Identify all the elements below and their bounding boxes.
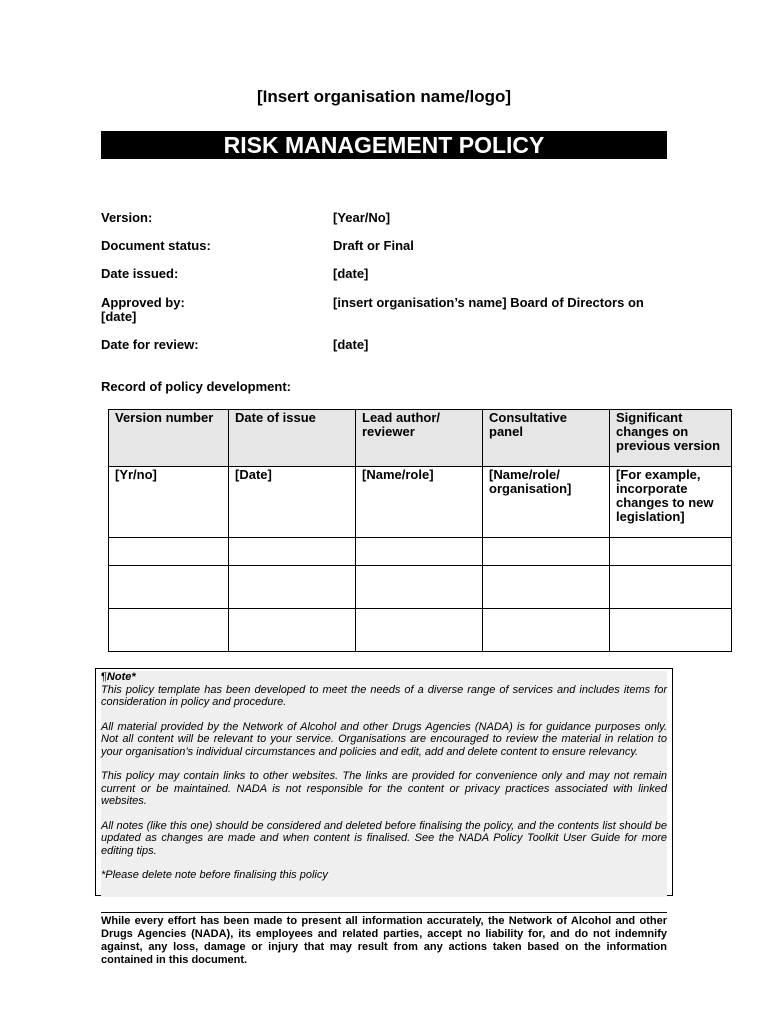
field-label: Document status:: [101, 238, 211, 253]
column-header: Version number: [109, 410, 229, 467]
record-heading: Record of policy development:: [101, 379, 291, 394]
note-paragraph: All notes (like this one) should be considered and deleted before finalising the policy, and the contents list should be updated as changes are made and when content is finalised. See the NADA Policy Toolkit User Guide for more editing tips.: [101, 819, 667, 857]
note-heading: [101, 671, 667, 684]
table-cell: [229, 609, 356, 652]
table-cell: [109, 538, 229, 566]
field-label: Date for review:: [101, 337, 199, 352]
column-header: Date of issue: [229, 410, 356, 467]
disclaimer: While every effort has been made to present all information accurately, the Network of Alcohol and other Drugs Agencies (NADA), its employees and related parties, accept no liability for, and do not indemnify against, any loss, damage or injury that may result from any actions taken based on the information contained in this document.: [101, 915, 667, 966]
column-header: Lead author/ reviewer: [356, 410, 483, 467]
table-cell: [483, 609, 610, 652]
field-value-continued: [date]: [101, 309, 137, 324]
table-cell: [229, 566, 356, 609]
field-label: Date issued:: [101, 266, 179, 281]
table-cell: [Date]: [229, 467, 356, 538]
note-paragraph: All material provided by the Network of Alcohol and other Drugs Agencies (NADA) is for guidance purposes only. Not all content will be relevant to your service. Organisations are encouraged to review the material in relation to your organisation’s individual circumstances and policies and edit, add and delete content to ensure relevancy.: [101, 720, 667, 758]
field-label: Version:: [101, 210, 153, 225]
editor-note-box: [95, 668, 673, 896]
table-cell: [610, 566, 732, 609]
policy-development-table: [108, 409, 732, 652]
field-value: [date]: [333, 266, 369, 281]
column-header: Consultative panel: [483, 410, 610, 467]
document-title: RISK MANAGEMENT POLICY: [101, 131, 667, 159]
table-cell: [610, 609, 732, 652]
note-paragraph: This policy template has been developed to meet the needs of a diverse range of services and includes items for consideration in policy and procedure.: [101, 683, 667, 708]
table-cell: [483, 538, 610, 566]
column-header: Significant changes on previous version: [610, 410, 732, 467]
table-cell: [For example, incorporate changes to new legislation]: [610, 467, 732, 538]
table-cell: [Name/role/ organisation]: [483, 467, 610, 538]
field-value: [Year/No]: [333, 210, 391, 225]
organisation-placeholder: [Insert organisation name/logo]: [256, 87, 512, 106]
table-cell: [356, 566, 483, 609]
paragraph-mark-icon: ¶: [101, 671, 107, 683]
table-cell: [Name/role]: [356, 467, 483, 538]
table-cell: [229, 538, 356, 566]
table-cell: [483, 566, 610, 609]
table-cell: [356, 609, 483, 652]
note-paragraph: This policy may contain links to other websites. The links are provided for convenience only and may not remain current or be maintained. NADA is not responsible for the content or privacy practices associated with linked websites.: [101, 770, 667, 807]
table-cell: [Yr/no]: [109, 467, 229, 538]
disclaimer-divider: [101, 912, 667, 913]
table-row: [109, 609, 732, 652]
note-paragraph: *Please delete note before finalising this policy: [101, 869, 328, 881]
table-cell: [356, 538, 483, 566]
table-cell: [109, 566, 229, 609]
field-label: Approved by:: [101, 295, 185, 310]
table-cell: [610, 538, 732, 566]
table-row: [109, 467, 732, 538]
table-row: [109, 538, 732, 566]
table-cell: [109, 609, 229, 652]
field-value: Draft or Final: [333, 238, 414, 253]
editor-note-content: [101, 671, 667, 897]
field-value: [insert organisation’s name] Board of Directors on: [333, 295, 644, 310]
table-row: [109, 566, 732, 609]
table-header-row: [109, 410, 732, 467]
note-heading-text: Note*: [106, 671, 136, 683]
field-value: [date]: [333, 337, 369, 352]
